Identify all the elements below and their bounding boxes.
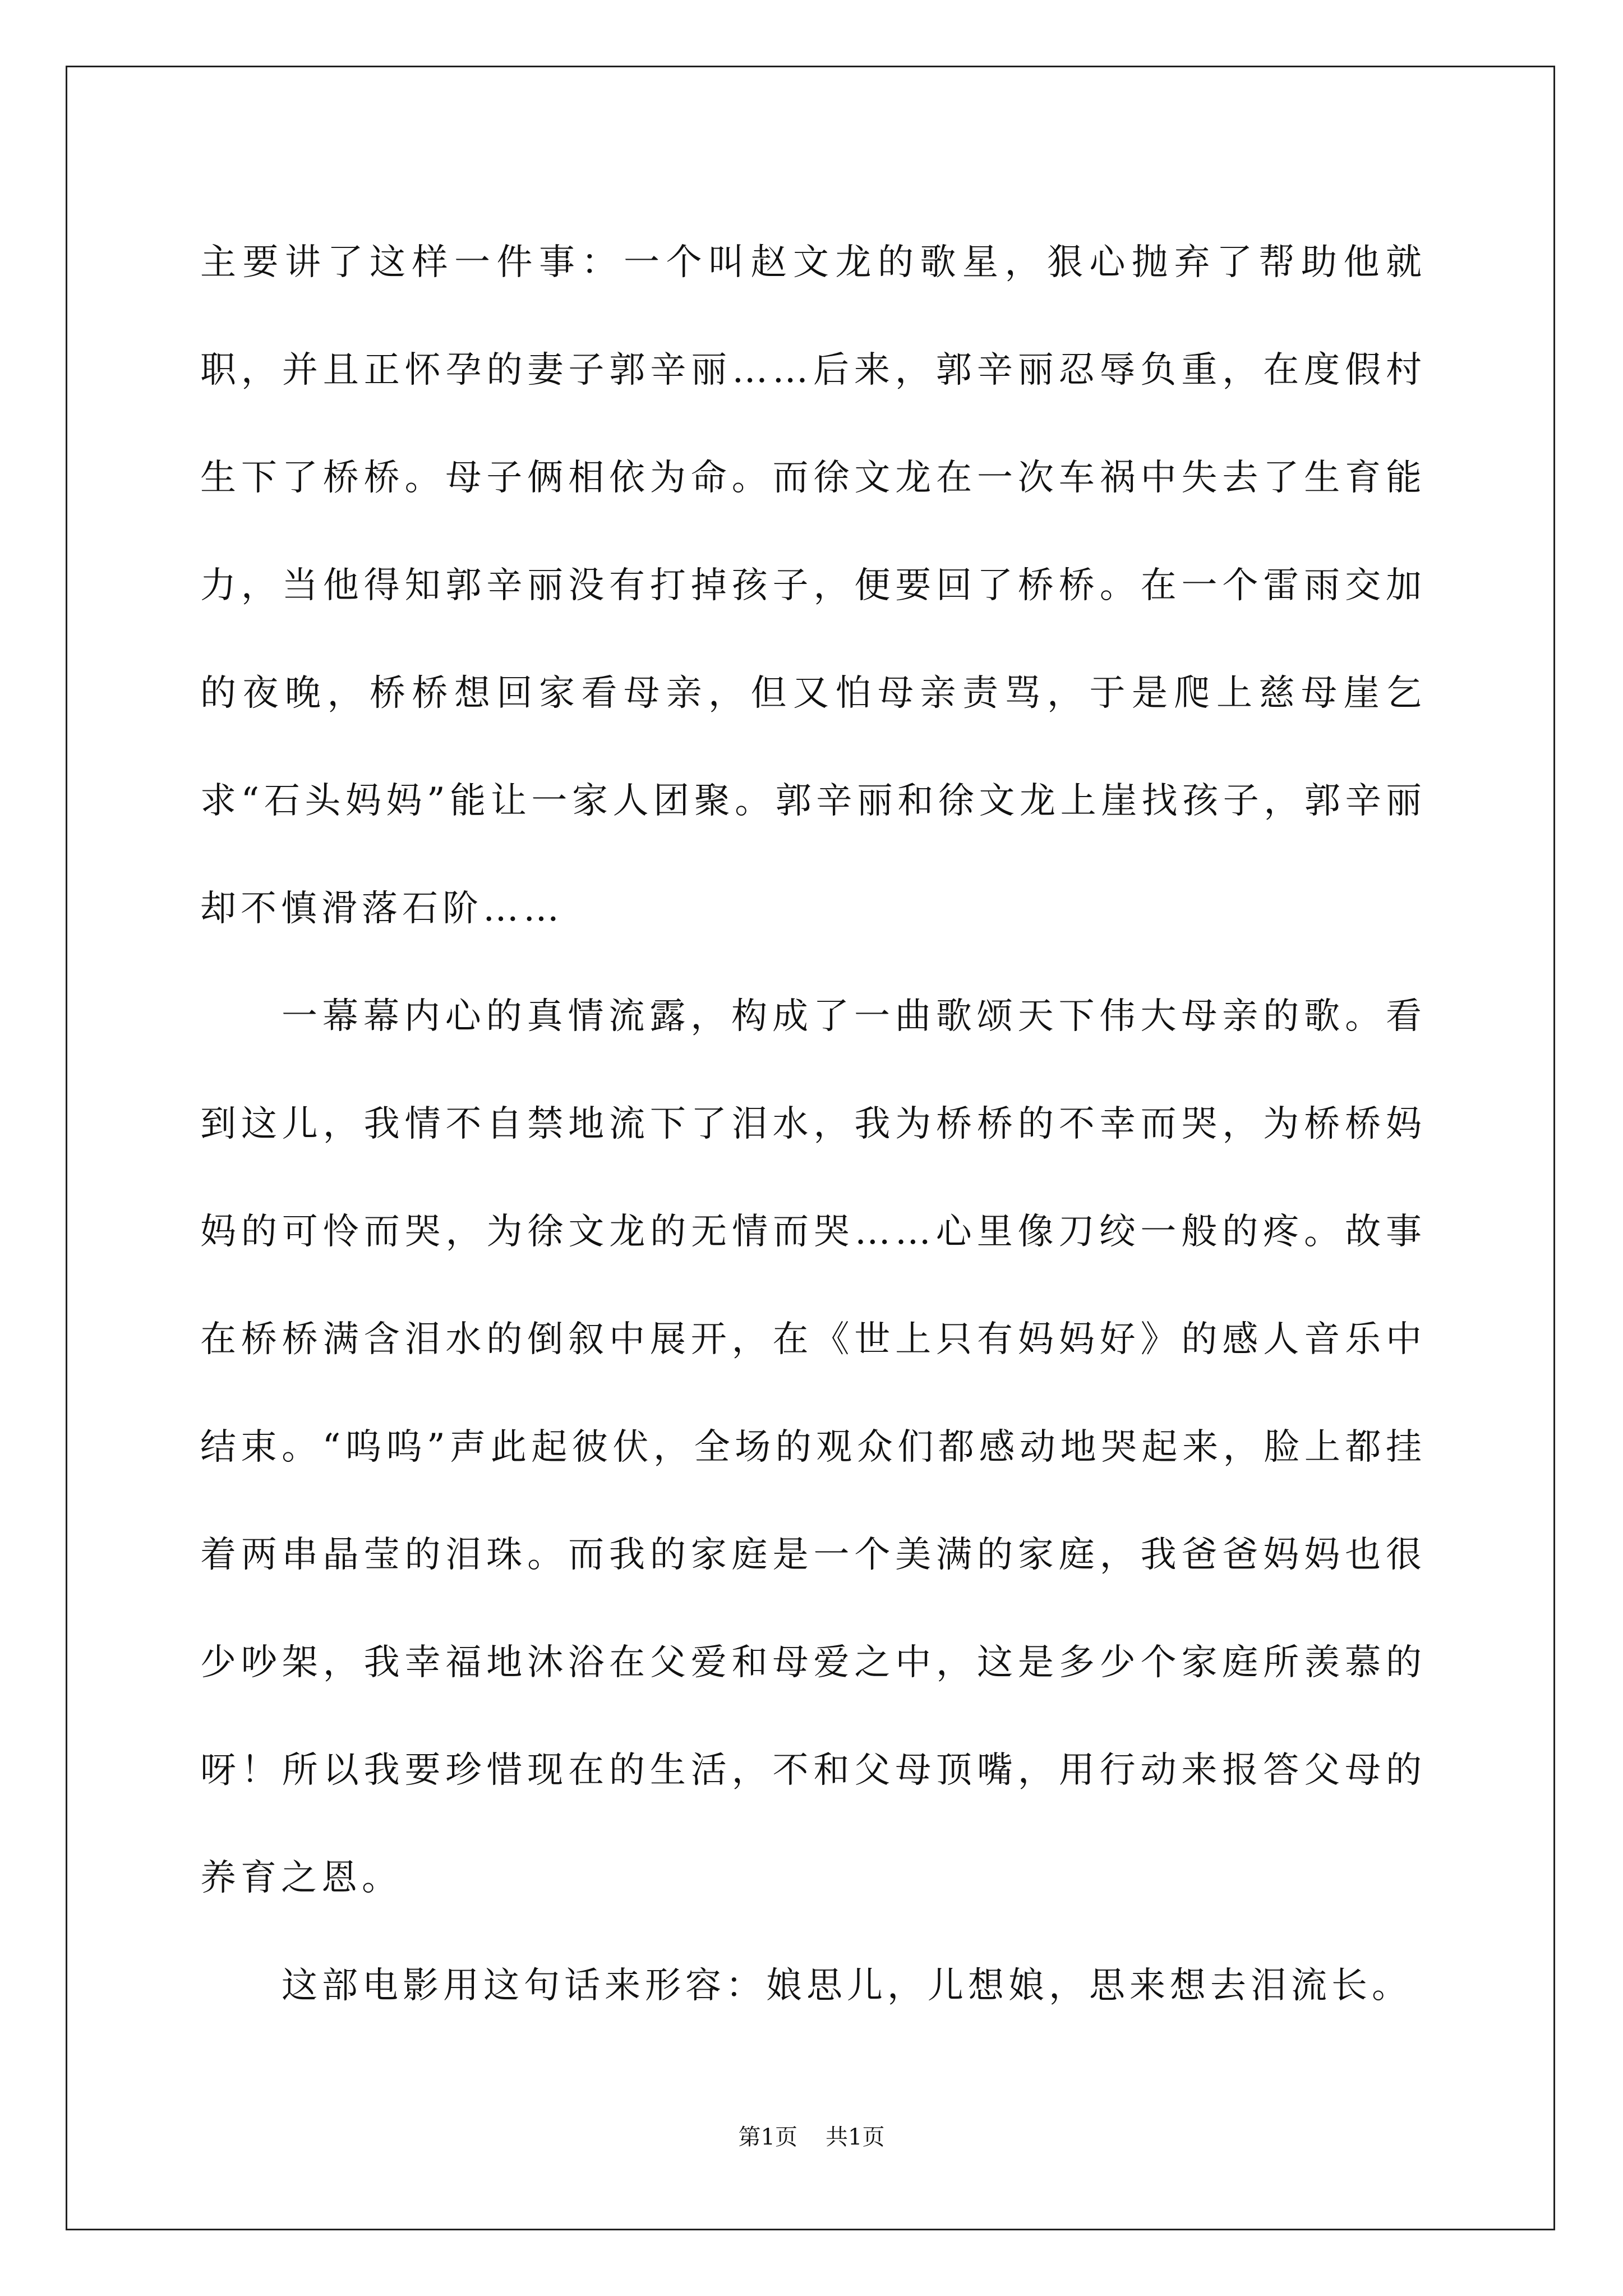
paragraph-conclusion: 这部电影用这句话来形容：娘思儿，儿想娘，思来想去泪流长。 <box>282 1965 1412 2007</box>
document-body <box>200 209 1426 2040</box>
page-number: 第1页 <box>738 2124 797 2150</box>
page-total: 共1页 <box>826 2124 885 2150</box>
paragraph-reflection: 一幕幕内心的真情流露，构成了一曲歌颂天下伟大母亲的歌。看到这儿，我情不自禁地流下了泪水，我为桥桥的不幸而哭，为桥桥妈妈的可怜而哭，为徐文龙的无情而哭……心里像刀绞一般的疼。故事在桥桥满含泪水的倒叙中展开，在《世上只有妈妈好》的感人音乐中结束。“呜呜”声此起彼伏，全场的观众们都感动地哭起来，脸上都挂着两串晶莹的泪珠。而我的家庭是一个美满的家庭，我爸爸妈妈也很少吵架，我幸福地沐浴在父爱和母爱之中，这是多少个家庭所羡慕的呀！所以我要珍惜现在的生活，不和父母顶嘴，用行动来报答父母的养育之恩。 <box>200 996 1426 1899</box>
paragraph-story-summary: 主要讲了这样一件事：一个叫赵文龙的歌星，狠心抛弃了帮助他就职，并且正怀孕的妻子郭辛丽……后来，郭辛丽忍辱负重，在度假村生下了桥桥。母子俩相依为命。而徐文龙在一次车祸中失去了生育能力，当他得知郭辛丽没有打掉孩子，便要回了桥桥。在一个雷雨交加的夜晚，桥桥想回家看母亲，但又怕母亲责骂，于是爬上慈母崖乞求“石头妈妈”能让一家人团聚。郭辛丽和徐文龙上崖找孩子，郭辛丽却不慎滑落石阶…… <box>200 242 1426 930</box>
page-footer <box>0 2120 1623 2154</box>
